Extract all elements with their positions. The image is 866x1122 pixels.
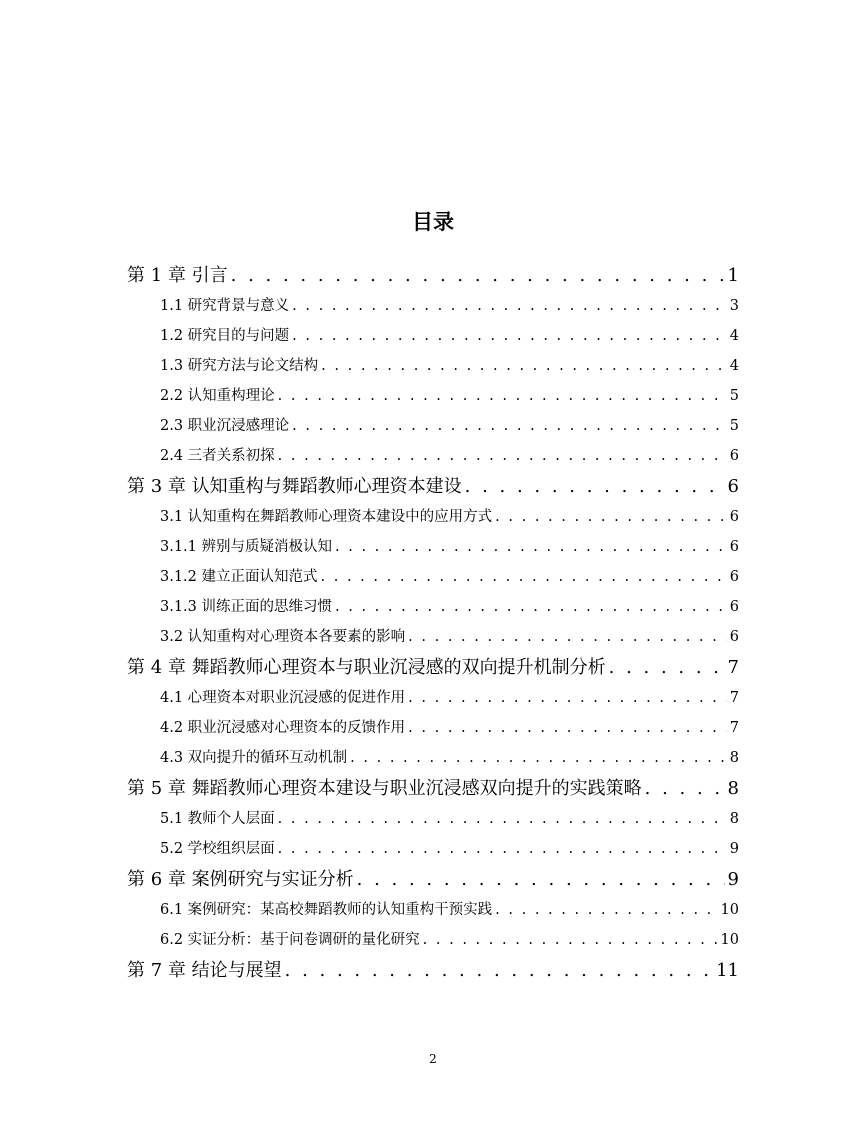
toc-entry-label: 2.2 认知重构理论: [160, 388, 275, 404]
toc-page-number: 11: [716, 960, 739, 981]
toc-dot-leader: [292, 321, 727, 351]
toc-title: 目录: [412, 210, 454, 234]
toc-entry-label: 2.3 职业沉浸感理论: [160, 418, 290, 434]
toc-section-entry[interactable]: [127, 834, 739, 864]
toc-dot-leader: [321, 562, 727, 592]
toc-entry-label: 6.1 案例研究：某高校舞蹈教师的认知重构干预实践: [160, 902, 493, 918]
toc-entry-label: 3.1.1 辨别与质疑消极认知: [160, 539, 333, 555]
toc-page-number: 6: [729, 539, 739, 555]
toc-dot-leader: [408, 622, 727, 652]
toc-page-number: 10: [720, 902, 739, 918]
toc-entry-label: 4.1 心理资本对职业沉浸感的促进作用: [160, 690, 406, 706]
toc-section-entry[interactable]: [127, 532, 739, 562]
toc-section-entry[interactable]: [127, 351, 739, 381]
toc-dot-leader: [292, 411, 727, 441]
toc-section-entry[interactable]: [127, 713, 739, 743]
toc-page-number: 9: [729, 841, 739, 857]
toc-page-number: 6: [729, 569, 739, 585]
toc-page-number: 8: [729, 750, 739, 766]
page-number: 2: [429, 1052, 437, 1066]
table-of-contents: [127, 260, 739, 986]
toc-page-number: 5: [729, 418, 739, 434]
toc-entry-label: 2.4 三者关系初探: [160, 448, 275, 464]
toc-dot-leader: [465, 471, 725, 502]
toc-entry-label: 1.2 研究目的与问题: [160, 328, 290, 344]
toc-dot-leader: [278, 834, 727, 864]
toc-entry-label: 第 5 章 舞蹈教师心理资本建设与职业沉浸感双向提升的实践策略: [127, 778, 642, 799]
toc-page-number: 9: [727, 869, 739, 890]
toc-section-entry[interactable]: [127, 895, 739, 925]
toc-section-entry[interactable]: [127, 743, 739, 773]
toc-entry-label: 第 1 章 引言: [127, 265, 228, 286]
toc-section-entry[interactable]: [127, 592, 739, 622]
toc-dot-leader: [609, 652, 725, 683]
toc-entry-label: 4.3 双向提升的循环互动机制: [160, 750, 348, 766]
toc-dot-leader: [321, 351, 727, 381]
toc-page-number: 4: [729, 328, 739, 344]
toc-dot-leader: [335, 532, 727, 562]
toc-dot-leader: [495, 502, 727, 532]
toc-page-number: 10: [720, 932, 739, 948]
toc-dot-leader: [357, 864, 725, 895]
toc-chapter-entry[interactable]: [127, 864, 739, 895]
toc-entry-label: 第 6 章 案例研究与实证分析: [127, 869, 354, 890]
toc-dot-leader: [335, 592, 727, 622]
toc-dot-leader: [285, 955, 713, 986]
toc-section-entry[interactable]: [127, 381, 739, 411]
toc-page-number: 6: [729, 599, 739, 615]
toc-page-number: 5: [729, 388, 739, 404]
toc-entry-label: 3.2 认知重构对心理资本各要素的影响: [160, 629, 406, 645]
toc-dot-leader: [292, 291, 727, 321]
toc-page-number: 7: [729, 690, 739, 706]
toc-dot-leader: [231, 260, 725, 291]
toc-page-number: 6: [729, 448, 739, 464]
toc-section-entry[interactable]: [127, 441, 739, 471]
toc-entry-label: 3.1 认知重构在舞蹈教师心理资本建设中的应用方式: [160, 509, 493, 525]
toc-chapter-entry[interactable]: [127, 471, 739, 502]
toc-chapter-entry[interactable]: [127, 260, 739, 291]
toc-dot-leader: [278, 441, 727, 471]
toc-dot-leader: [408, 713, 727, 743]
toc-dot-leader: [495, 895, 717, 925]
toc-page-number: 6: [729, 509, 739, 525]
toc-entry-label: 3.1.3 训练正面的思维习惯: [160, 599, 333, 615]
toc-page-number: 7: [729, 720, 739, 736]
toc-section-entry[interactable]: [127, 622, 739, 652]
toc-entry-label: 第 3 章 认知重构与舞蹈教师心理资本建设: [127, 476, 462, 497]
toc-chapter-entry[interactable]: [127, 652, 739, 683]
toc-entry-label: 5.2 学校组织层面: [160, 841, 275, 857]
toc-page-number: 3: [729, 298, 739, 314]
toc-section-entry[interactable]: [127, 321, 739, 351]
toc-dot-leader: [408, 683, 727, 713]
toc-section-entry[interactable]: [127, 411, 739, 441]
toc-chapter-entry[interactable]: [127, 955, 739, 986]
toc-section-entry[interactable]: [127, 502, 739, 532]
toc-dot-leader: [423, 925, 718, 955]
toc-dot-leader: [278, 804, 727, 834]
toc-entry-label: 6.2 实证分析：基于问卷调研的量化研究: [160, 932, 420, 948]
toc-page-number: 6: [727, 476, 739, 497]
toc-entry-label: 第 7 章 结论与展望: [127, 960, 282, 981]
toc-entry-label: 5.1 教师个人层面: [160, 811, 275, 827]
toc-section-entry[interactable]: [127, 291, 739, 321]
toc-chapter-entry[interactable]: [127, 773, 739, 804]
toc-dot-leader: [350, 743, 727, 773]
toc-entry-label: 1.3 研究方法与论文结构: [160, 358, 319, 374]
toc-section-entry[interactable]: [127, 683, 739, 713]
toc-entry-label: 4.2 职业沉浸感对心理资本的反馈作用: [160, 720, 406, 736]
toc-page-number: 1: [727, 265, 739, 286]
toc-dot-leader: [645, 773, 725, 804]
toc-dot-leader: [278, 381, 727, 411]
toc-page-number: 4: [729, 358, 739, 374]
toc-section-entry[interactable]: [127, 925, 739, 955]
toc-page-number: 7: [727, 657, 739, 678]
toc-entry-label: 1.1 研究背景与意义: [160, 298, 290, 314]
toc-page-number: 8: [727, 778, 739, 799]
toc-entry-label: 3.1.2 建立正面认知范式: [160, 569, 318, 585]
toc-page-number: 8: [729, 811, 739, 827]
toc-page-number: 6: [729, 629, 739, 645]
toc-entry-label: 第 4 章 舞蹈教师心理资本与职业沉浸感的双向提升机制分析: [127, 657, 606, 678]
toc-section-entry[interactable]: [127, 562, 739, 592]
toc-section-entry[interactable]: [127, 804, 739, 834]
